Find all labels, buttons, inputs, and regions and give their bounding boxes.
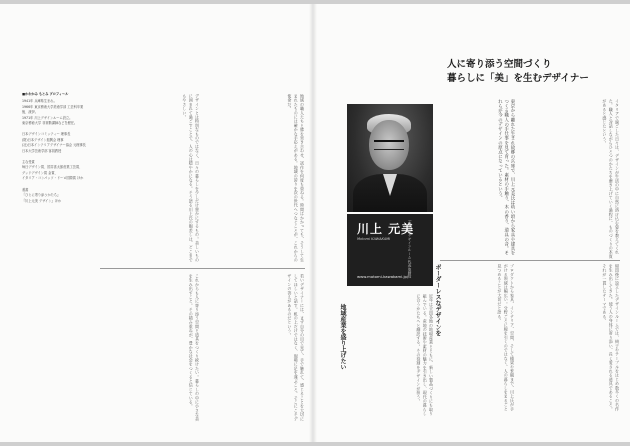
section-heading: 地域産業を盛り上げたい [339,304,346,370]
body-column: これからも人に寄り添う空間と道具をつくり続けたい。暮らしの中に小さな美を生み出すこと。その積み重ねが、豊かな社会をつくると信じている。 [188,274,200,421]
profile-career: 1941年 兵庫県生まれ。 1966年 東京藝術大学美術学部 工芸科卒業後、渡伊。 1971年 川上デザインルーム設立。 東京藝術大学 非常勤講師などを歴任。 [22,99,84,126]
article-subtitle: 暮らしに「美」を生むデザイナー [447,73,589,84]
profile-block [22,92,88,210]
body-column: 帰国後に設立したデザインルームでは、椅子やテーブルをはじめ数多くの名作を生み出してきた。使う人の身体に寄り添い、長く愛される道具であること。それが一貫したテーマである。 [602,264,620,411]
designer-company: (有)川上デザインルーム 代表取締役 [408,220,412,278]
body-column: プロダクトから家具、インテリア、空間、そして橋梁や景観まで、川上氏が手がける領域は幅広い。分野ごとに線を引くのではなく、人の暮らしをまるごと見つめることが大切だと語る。 [497,264,515,411]
body-column: 地域の職人たちと膝を突き合わせ、試作を何度も重ねる。時間はかかっても、そうして生まれたものには確かな手応えがある。地域の誇りを次の世代へつなぐことが、これからの使命だ。 [287,94,305,262]
lead-column: 東京から離れた生まれ故郷の兵庫で、川上元美氏は幼い頃から家具や建具をつくる職人の手仕事を見て育った。素材の手触り、木の香り、道具の音。それらが今のデザインの原点になっているという。 [497,99,515,256]
section-heading: ボーダーレスなデザインを [434,264,441,336]
designer-namebox [347,214,433,286]
designer-url: www.motomi-kawakami.jp/ [357,274,409,279]
profile-awards: 主な受賞 毎日デザイン賞、国井喜太郎産業工芸賞、 グッドデザイン賞 金賞、 イタリア・コンパッソ・ドーロ国際賞 ほか [22,160,84,181]
body-column: イタリアで過ごした日々は、デザインが生活の中に自然に溶け込む姿を教えてくれた。職人と対話しながらひとつのかたちを磨き上げていく過程に、ものづくりの本質があると感じたという。 [602,99,620,259]
column-divider [100,268,305,269]
profile-heading: ■かわかみ もとみ プロフィール [22,92,69,96]
body-column: デザインとは特別なものではなく、日々の暮らしを少しだけ豊かにするもの。美しいものに囲まれて過ごすことで、人の心は穏やかになる。そう語る川上氏の眼差しは、どこまでもやさしい。 [182,94,200,262]
profile-positions: 日本デザインコミッティー 理事長 (財)日本デザイン振興会 理事 (社)日本インテリアデザイナー協会 元理事長 日本大学芸術学部 客員教授 [22,132,86,153]
body-column: 若いデザイナーには、まず自分の目で見て、手で触れて、感じることを大切にしてほしいと話す。机の上だけではなく、現場に足を運ぶこと。そこにこそデザインの答えがあるのだという。 [287,274,305,421]
designer-name: 川上 元美 [357,222,415,236]
designer-name-roman: Motomi KAWAKAMI [357,237,391,241]
profile-books: 著書 『ひとに寄り添うかたち』 『川上元美 デザイン』ほか [22,187,62,203]
article-title: 人に寄り添う空間づくり [447,59,552,70]
left-page [0,4,310,442]
column-divider [440,260,620,261]
magazine-spread [0,4,630,442]
designer-portrait [347,104,433,212]
body-column: 近年は全国各地の地場産業とともに、新しい製品づくりにも取り組んでいる。産地の技術や素材の魅力を引き出し、現代の暮らしに合うかたちへと翻訳する。その役割をデザインが担う。 [416,294,434,416]
